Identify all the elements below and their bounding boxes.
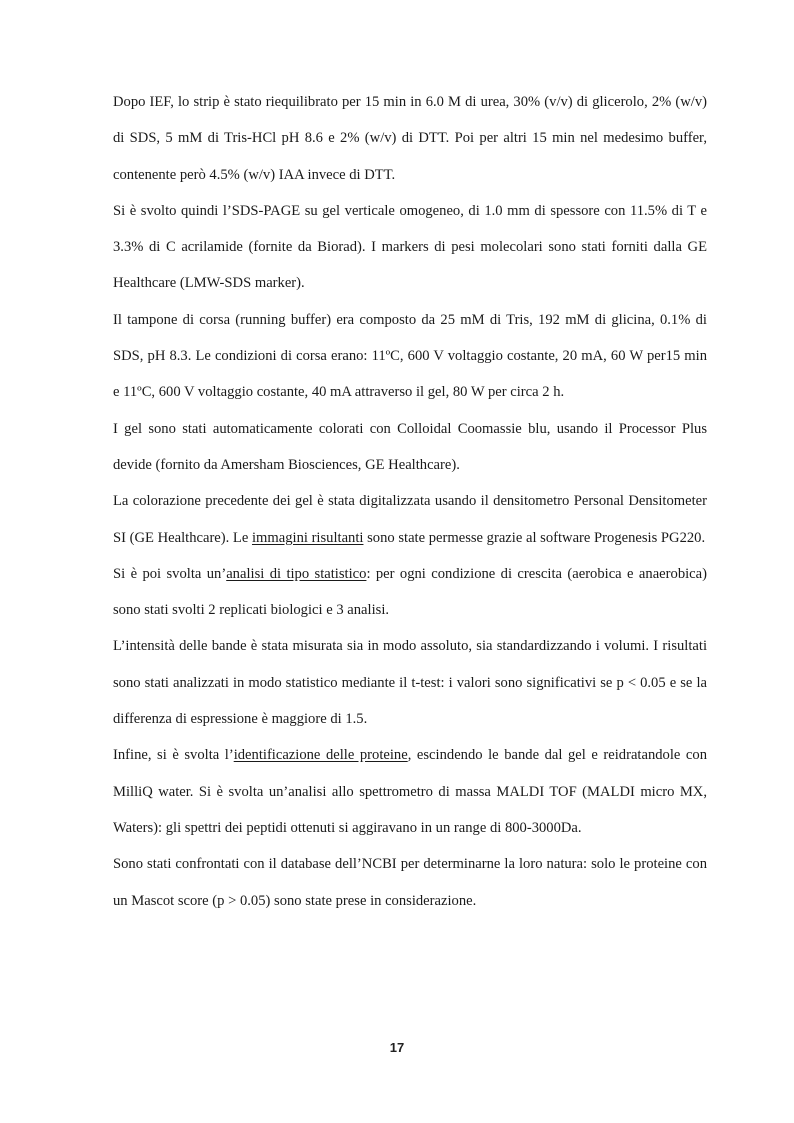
paragraph-text: Sono stati confrontati con il database dell’NCBI per determinarne la loro natura: solo le proteine con un Mascot score (p > 0.05) sono state prese in considerazione. [113, 856, 707, 909]
paragraph-gel-staining [113, 411, 707, 484]
body-text [113, 84, 707, 919]
paragraph-protein-identification [113, 737, 707, 846]
paragraph-text: : per ogni condizione di crescita (aerobica e anaerobica) sono stati svolti 2 replicati biologici e 3 analisi. [113, 565, 707, 619]
paragraph-text: Infine, si è svolta l’ [113, 747, 234, 764]
page-number: 17 [389, 1040, 405, 1055]
underlined-term: analisi di tipo statistico [226, 565, 367, 582]
paragraph-text: Si è svolto quindi l’SDS-PAGE su gel verticale omogeneo, di 1.0 mm di spessore con 11.5% di T e 3.3% di C acrilamide (fornite da Biorad). I markers di pesi molecolari sono stati forniti dalla GE Healthcare (LMW-SDS marker). [113, 202, 707, 292]
paragraph-text: Il tampone di corsa (running buffer) era composto da 25 mM di Tris, 192 mM di glicina, 0.1% di SDS, pH 8.3. Le condizioni di corsa erano: 11ºC, 600 V voltaggio costante, 20 mA, 60 W per15 min e 11ºC, 600 V voltaggio costante, 40 mA attraverso il gel, 80 W per circa 2 h. [113, 311, 707, 401]
paragraph-ief-equilibration [113, 84, 707, 193]
paragraph-text: , escindendo le bande dal gel e reidratandole con MilliQ water. Si è svolta un’analisi allo spettrometro di massa MALDI TOF (MALDI micro MX, Waters): gli spettri dei peptidi ottenuti si aggiravano in un range di 800-3000Da. [113, 747, 707, 836]
paragraph-text: sono state permesse grazie al software Progenesis PG220. [363, 529, 706, 546]
paragraph-statistical-analysis [113, 556, 707, 629]
paragraph-ncbi-database [113, 846, 707, 919]
paragraph-band-intensity [113, 628, 707, 737]
paragraph-text: L’intensità delle bande è stata misurata sia in modo assoluto, sia standardizzando i volumi. I risultati sono stati analizzati in modo statistico mediante il t-test: i valori sono significativi se p < 0.05 e se la differenza di espressione è maggiore di 1.5. [113, 638, 707, 728]
underlined-term: identificazione delle proteine [233, 747, 408, 764]
paragraph-running-buffer [113, 302, 707, 411]
paragraph-text: I gel sono stati automaticamente colorati con Colloidal Coomassie blu, usando il Processor Plus devide (fornito da Amersham Biosciences, GE Healthcare). [113, 420, 707, 473]
underlined-term: immagini risultanti [251, 529, 364, 546]
paragraph-text: Si è poi svolta un’ [113, 565, 227, 582]
paragraph-digitalization [113, 483, 707, 556]
paragraph-text: Dopo IEF, lo strip è stato riequilibrato per 15 min in 6.0 M di urea, 30% (v/v) di glicerolo, 2% (w/v) di SDS, 5 mM di Tris-HCl pH 8.6 e 2% (w/v) di DTT. Poi per altri 15 min nel medesimo buffer, contenente però 4.5% (w/v) IAA invece di DTT. [113, 94, 707, 183]
paragraph-text: La colorazione precedente dei gel è stata digitalizzata usando il densitometro Personal Densitometer SI (GE Healthcare). Le [113, 493, 707, 546]
paragraph-sds-page [113, 193, 707, 302]
